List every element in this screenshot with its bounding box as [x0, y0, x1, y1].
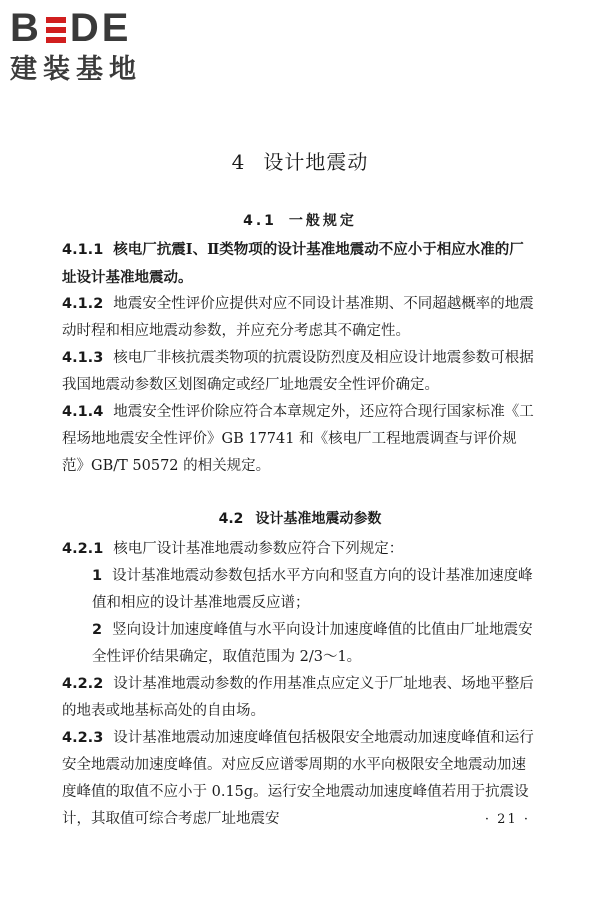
logo-wordmark: B DE	[10, 6, 132, 50]
list-item-2	[62, 617, 538, 671]
clause-4-2-2	[62, 671, 538, 725]
logo-subtitle: 建装基地	[10, 54, 142, 85]
section-number: 4.1	[243, 213, 277, 229]
clause-text: 核电厂非核抗震类物项的抗震设防烈度及相应设计地震参数可根据我国地震动参数区划图确定或经厂址地震安全性评价确定。	[62, 350, 534, 393]
clause-number: 4.2.2	[62, 676, 104, 692]
clause-4-1-4	[62, 399, 538, 480]
chapter-number: 4	[231, 150, 246, 174]
section-heading-4-2	[0, 508, 600, 528]
clause-4-1-2	[62, 291, 538, 345]
section-title: 设计基准地震动参数	[255, 511, 382, 527]
list-item-1	[62, 563, 538, 617]
clause-text: 核电厂抗震Ⅰ、Ⅱ类物项的设计基准地震动不应小于相应水准的厂址设计基准地震动。	[62, 241, 524, 286]
section-number: 4.2	[218, 511, 244, 527]
clause-text: 地震安全性评价应提供对应不同设计基准期、不同超越概率的地震动时程和相应地震动参数，并应充分考虑其不确定性。	[62, 296, 534, 339]
clause-number: 4.1.4	[62, 404, 104, 420]
section-4-2-body	[62, 536, 538, 833]
chapter-title: 设计地震动	[263, 150, 369, 174]
clause-text: 核电厂设计基准地震动参数应符合下列规定：	[113, 541, 404, 557]
clause-number: 4.1.2	[62, 296, 104, 312]
chapter-heading	[0, 146, 600, 175]
clause-4-2-3	[62, 725, 538, 833]
clause-number: 4.1.1	[62, 242, 104, 258]
clause-4-1-1	[62, 236, 538, 291]
clause-text: 地震安全性评价除应符合本章规定外，还应符合现行国家标准《工程场地地震安全性评价》GB 17741 和《核电厂工程地震调查与评价规范》GB/T 50572 的相关规定。	[62, 404, 534, 474]
section-heading-4-1	[0, 210, 600, 230]
item-text: 设计基准地震动参数包括水平方向和竖直方向的设计基准加速度峰值和相应的设计基准地震反应谱；	[92, 568, 533, 611]
page-number: · 21 ·	[484, 812, 530, 827]
item-number: 2	[92, 622, 103, 638]
clause-4-1-3	[62, 345, 538, 399]
section-4-1-body	[62, 236, 538, 480]
clause-text: 设计基准地震动参数的作用基准点应定义于厂址地表、场地平整后的地表或地基标高处的自由场。	[62, 676, 534, 719]
section-title: 一般规定	[288, 213, 357, 229]
logo-e-bars-icon	[44, 13, 68, 43]
item-number: 1	[92, 568, 103, 584]
clause-number: 4.2.1	[62, 541, 104, 557]
clause-number: 4.1.3	[62, 350, 104, 366]
clause-number: 4.2.3	[62, 730, 104, 746]
clause-text: 设计基准地震动加速度峰值包括极限安全地震动加速度峰值和运行安全地震动加速度峰值。对应反应谱零周期的水平向极限安全地震动加速度峰值的取值不应小于 0.15g。运行安全地震动加速度峰值若用于抗震设计，其取值可综合考虑厂址地震安	[62, 730, 534, 827]
item-text: 竖向设计加速度峰值与水平向设计加速度峰值的比值由厂址地震安全性评价结果确定，取值范围为 2/3～1。	[92, 622, 533, 665]
publisher-logo	[10, 6, 180, 92]
clause-4-2-1	[62, 536, 538, 563]
